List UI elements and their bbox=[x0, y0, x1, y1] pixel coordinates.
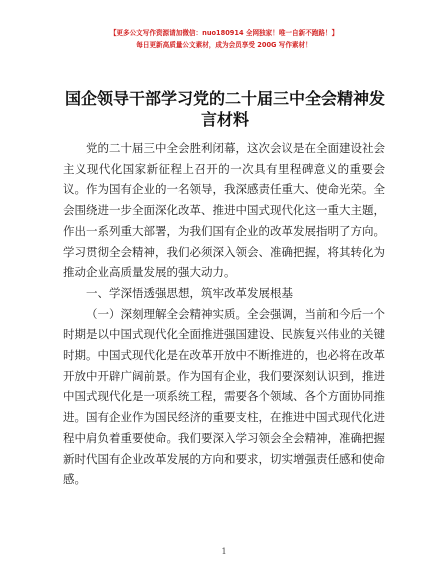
promo-banner bbox=[0, 28, 448, 51]
promo-banner-line-1: 【更多公文写作资源请加微信：nuo180914 全网独家！唯一自新不跑路！】 bbox=[109, 29, 339, 37]
document-body bbox=[63, 138, 385, 490]
document-title: 国企领导干部学习党的二十届三中全会精神发言材料 bbox=[64, 89, 385, 129]
section-1-paragraph-1: （一）深刻理解全会精神实质。全会强调，当前和今后一个时期是以中国式现代化全面推进强国建设、民族复兴伟业的关键时期。中国式现代化是在改革开放中不断推进的，也必将在改革开放中开辟广阔前景。作为国有企业，我们要深刻认识到，推进中国式现代化是一项系统工程，需要各个领域、各个方面协同推进。国有企业作为国民经济的重要支柱，在推进中国式现代化进程中肩负着重要使命。我们要深入学习领会全会精神，准确把握新时代国有企业改革发展的方向和要求，切实增强责任感和使命感。 bbox=[63, 306, 385, 487]
promo-banner-line-2: 每日更新高质量公文素材，成为会员享受 200G 写作素材！ bbox=[136, 41, 312, 49]
page-number: 1 bbox=[221, 547, 227, 556]
section-heading-1: 一、学深悟透强思想，筑牢改革发展根基 bbox=[86, 285, 293, 300]
intro-paragraph: 党的二十届三中全会胜利闭幕，这次会议是在全面建设社会主义现代化国家新征程上召开的一次具有里程碑意义的重要会议。作为国有企业的一名领导，我深感责任重大、使命光荣。全会围绕进一步全面深化改革、推进中国式现代化这一重大主题，作出一系列重大部署，为我们国有企业的改革发展指明了方向。学习贯彻全会精神，我们必须深入领会、准确把握，将其转化为推动企业高质量发展的强大动力。 bbox=[63, 141, 385, 280]
